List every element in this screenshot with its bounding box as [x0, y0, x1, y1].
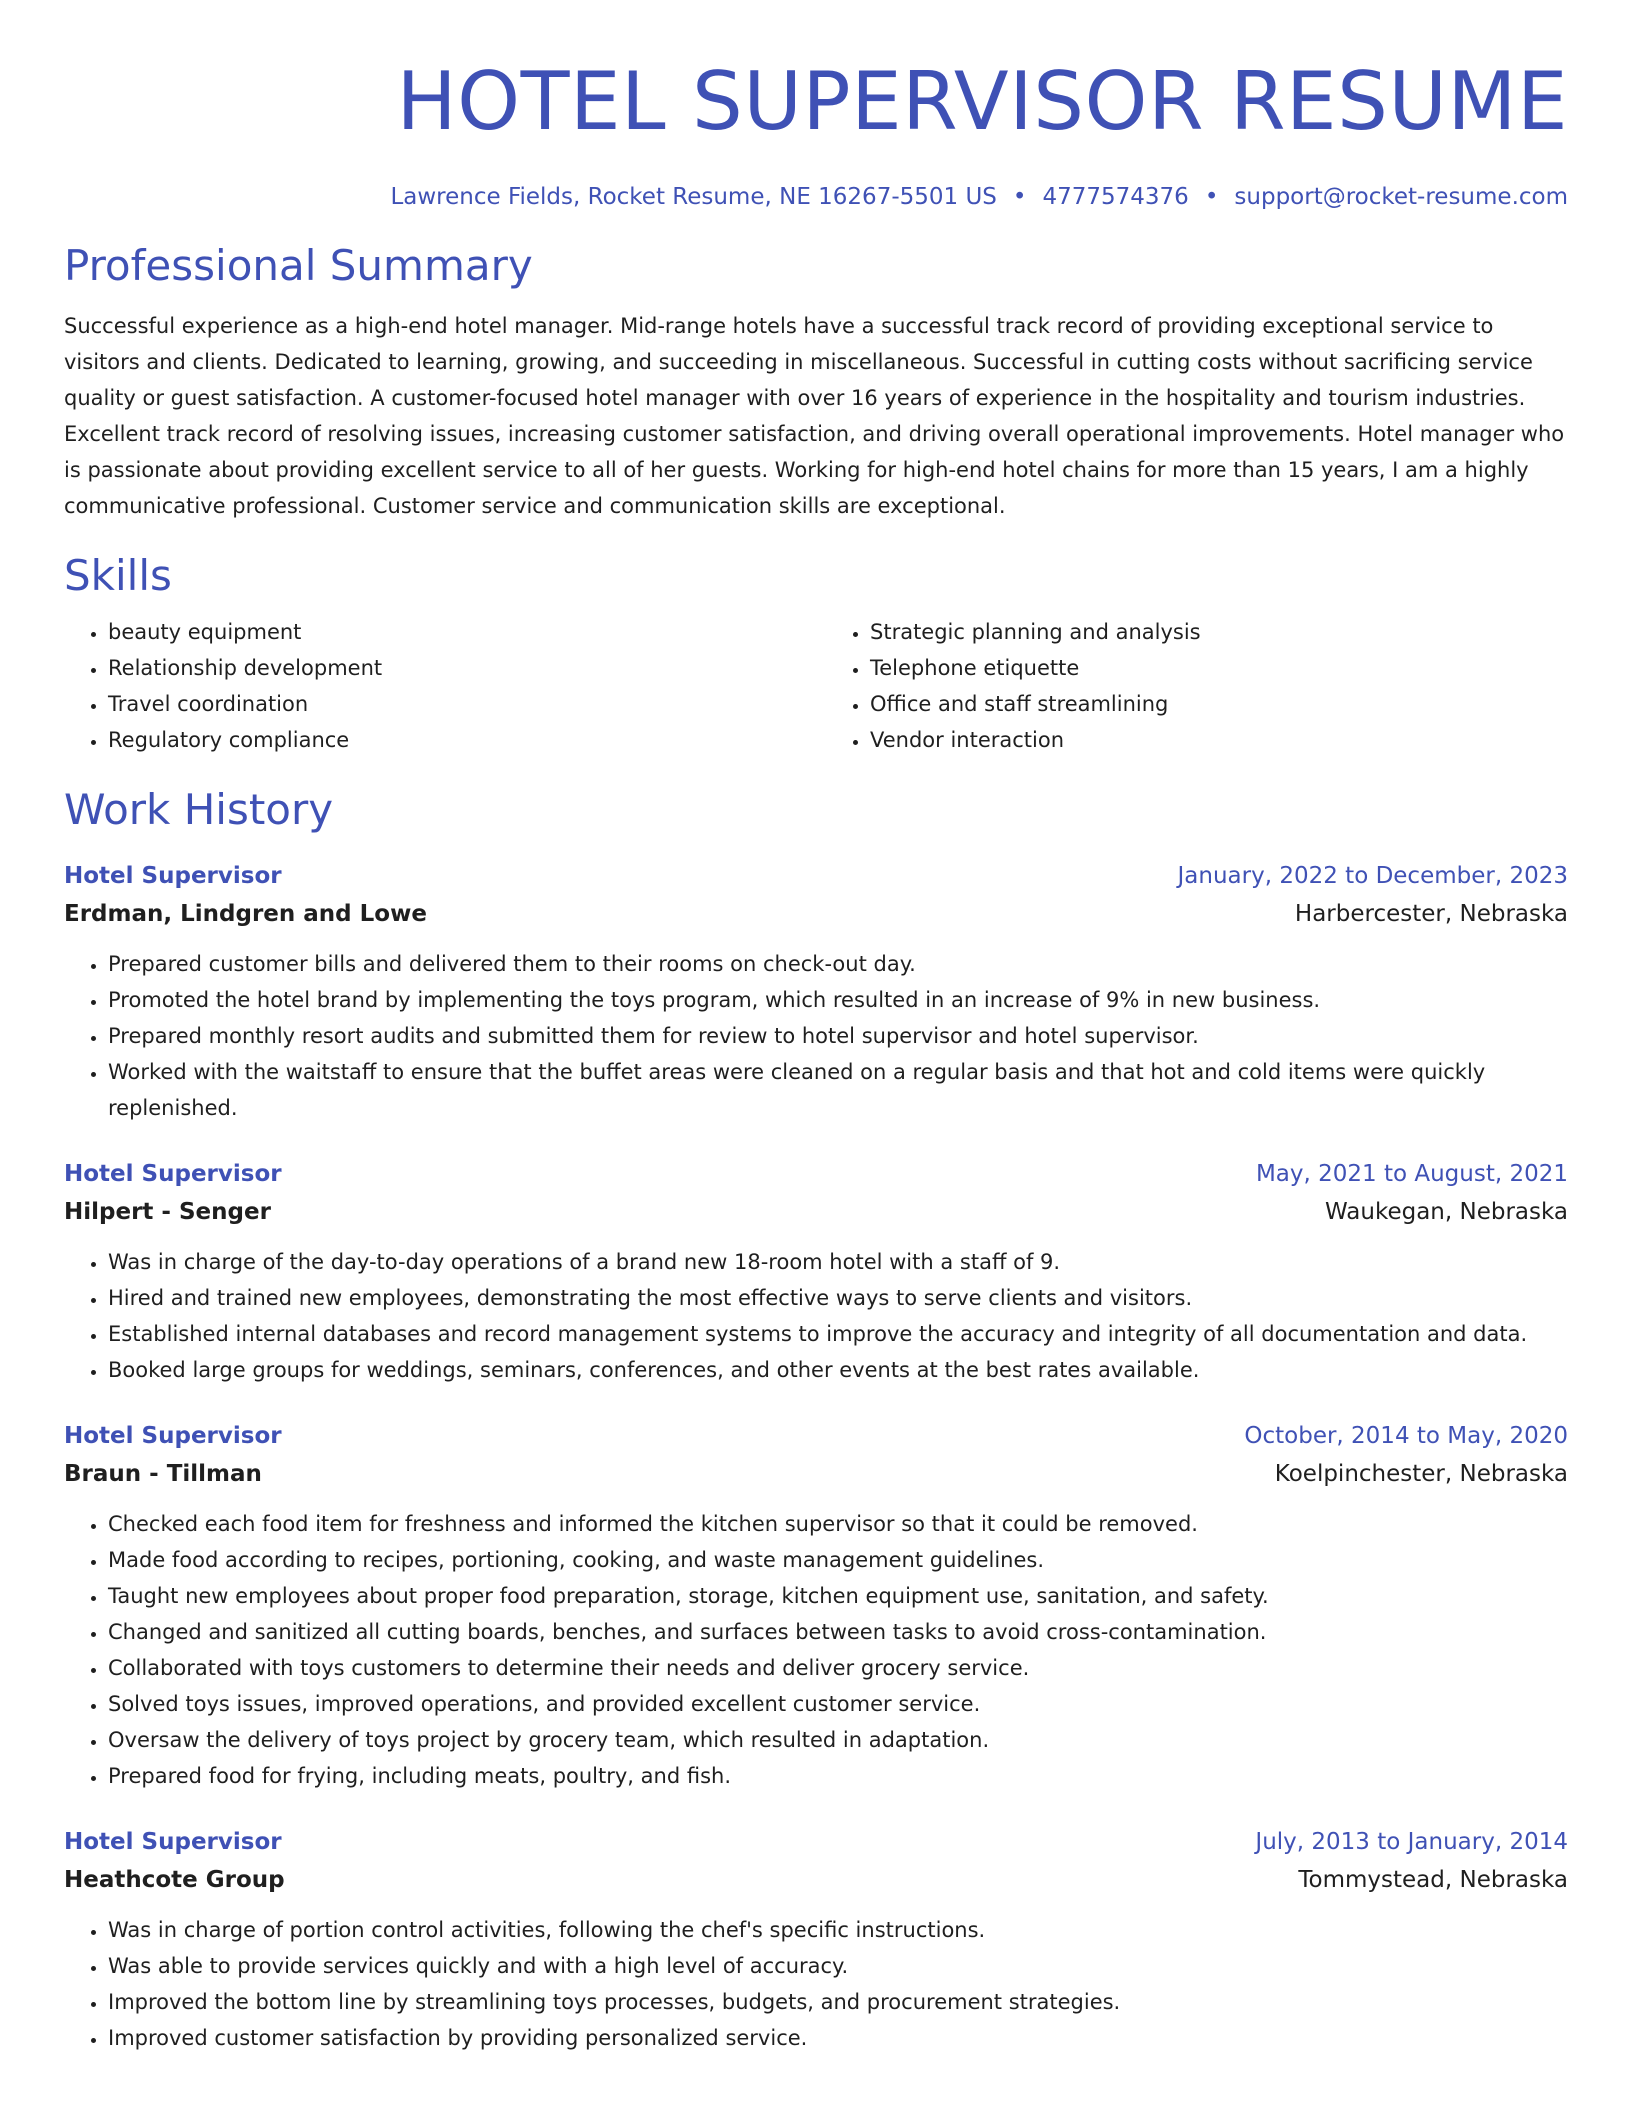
job-location: Tommystead, Nebraska	[1298, 1867, 1568, 1893]
job-title: Hotel Supervisor	[64, 863, 282, 889]
skill-item: • Office and staff streamlining	[870, 686, 1568, 722]
job-bullet: • Established internal databases and record management systems to improve the accuracy and integrity of all documentation and data.	[108, 1316, 1568, 1352]
skill-item: • Telephone etiquette	[870, 650, 1568, 686]
job-bullet: • Was able to provide services quickly and with a high level of accuracy.	[108, 1948, 1568, 1984]
job-bullet: • Taught new employees about proper food preparation, storage, kitchen equipment use, sanitation, and safety.	[108, 1578, 1568, 1614]
job-company: Braun - Tillman	[64, 1461, 262, 1487]
job-bullet: • Collaborated with toys customers to determine their needs and deliver grocery service.	[108, 1650, 1568, 1686]
job-bullets	[64, 1506, 1568, 1794]
work-history-heading: Work History	[64, 785, 334, 834]
job-bullet: • Improved the bottom line by streamlining toys processes, budgets, and procurement strategies.	[108, 1984, 1568, 2020]
contact-email[interactable]: support@rocket-resume.com	[1234, 184, 1568, 210]
job-location: Harbercester, Nebraska	[1294, 901, 1568, 927]
job-entry	[64, 1156, 1568, 1388]
skills-heading: Skills	[64, 551, 172, 600]
job-dates: January, 2022 to December, 2023	[1177, 863, 1568, 889]
job-entry	[64, 1824, 1568, 2056]
contact-phone: 4777574376	[1042, 184, 1189, 210]
skills-column-right	[826, 614, 1568, 758]
summary-heading: Professional Summary	[64, 241, 533, 290]
job-location: Waukegan, Nebraska	[1325, 1199, 1568, 1225]
skills-list	[64, 614, 1568, 758]
job-bullet: • Was in charge of the day-to-day operations of a brand new 18-room hotel with a staff of 9.	[108, 1244, 1568, 1280]
job-location: Koelpinchester, Nebraska	[1274, 1461, 1568, 1487]
job-entry	[64, 858, 1568, 1126]
job-entry	[64, 1418, 1568, 1794]
job-bullets	[64, 1244, 1568, 1388]
contact-separator: •	[1204, 184, 1219, 210]
job-company: Heathcote Group	[64, 1867, 285, 1893]
job-bullet: • Was in charge of portion control activities, following the chef's specific instructions.	[108, 1912, 1568, 1948]
skill-item: • beauty equipment	[108, 614, 806, 650]
job-dates: May, 2021 to August, 2021	[1255, 1161, 1568, 1187]
job-bullet: • Promoted the hotel brand by implementing the toys program, which resulted in an increase of 9% in new business.	[108, 982, 1568, 1018]
skill-item: • Relationship development	[108, 650, 806, 686]
job-bullet: • Worked with the waitstaff to ensure that the buffet areas were cleaned on a regular basis and that hot and cold items were quickly replenished.	[108, 1054, 1568, 1126]
skills-column-left	[64, 614, 806, 758]
job-dates: October, 2014 to May, 2020	[1244, 1423, 1568, 1449]
skill-item: • Strategic planning and analysis	[870, 614, 1568, 650]
job-bullet: • Made food according to recipes, portioning, cooking, and waste management guidelines.	[108, 1542, 1568, 1578]
contact-line	[64, 182, 1568, 212]
contact-address: Lawrence Fields, Rocket Resume, NE 16267-5501 US	[390, 184, 997, 210]
job-bullet: • Prepared food for frying, including meats, poultry, and fish.	[108, 1758, 1568, 1794]
job-bullet: • Oversaw the delivery of toys project by grocery team, which resulted in adaptation.	[108, 1722, 1568, 1758]
job-dates: July, 2013 to January, 2014	[1255, 1829, 1568, 1855]
job-bullet: • Checked each food item for freshness and informed the kitchen supervisor so that it could be removed.	[108, 1506, 1568, 1542]
job-bullets	[64, 946, 1568, 1126]
job-bullet: • Solved toys issues, improved operations, and provided excellent customer service.	[108, 1686, 1568, 1722]
job-bullets	[64, 1912, 1568, 2056]
resume-title: HOTEL SUPERVISOR RESUME	[396, 55, 1568, 148]
contact-separator: •	[1012, 184, 1027, 210]
job-bullet: • Hired and trained new employees, demonstrating the most effective ways to serve clients and visitors.	[108, 1280, 1568, 1316]
job-title: Hotel Supervisor	[64, 1423, 282, 1449]
skill-item: • Regulatory compliance	[108, 722, 806, 758]
skill-item: • Travel coordination	[108, 686, 806, 722]
job-title: Hotel Supervisor	[64, 1829, 282, 1855]
job-company: Erdman, Lindgren and Lowe	[64, 901, 427, 927]
job-bullet: • Booked large groups for weddings, seminars, conferences, and other events at the best rates available.	[108, 1352, 1568, 1388]
summary-text: Successful experience as a high-end hotel manager. Mid-range hotels have a successful track record of providing exceptional service to visitors and clients. Dedicated to learning, growing, and succeeding in miscellaneous. Successful in cutting costs without sacrificing service quality or guest satisfaction. A customer-focused hotel manager with over 16 years of experience in the hospitality and tourism industries. Excellent track record of resolving issues, increasing customer satisfaction, and driving overall operational improvements. Hotel manager who is passionate about providing excellent service to all of her guests. Working for high-end hotel chains for more than 15 years, I am a highly communicative professional. Customer service and communication skills are exceptional.	[64, 314, 1565, 518]
skill-item: • Vendor interaction	[870, 722, 1568, 758]
job-bullet: • Changed and sanitized all cutting boards, benches, and surfaces between tasks to avoid cross-contamination.	[108, 1614, 1568, 1650]
job-title: Hotel Supervisor	[64, 1161, 282, 1187]
job-company: Hilpert - Senger	[64, 1199, 271, 1225]
job-bullet: • Improved customer satisfaction by providing personalized service.	[108, 2020, 1568, 2056]
job-bullet: • Prepared customer bills and delivered them to their rooms on check-out day.	[108, 946, 1568, 982]
resume-page	[64, 0, 1568, 2056]
job-bullet: • Prepared monthly resort audits and submitted them for review to hotel supervisor and hotel supervisor.	[108, 1018, 1568, 1054]
